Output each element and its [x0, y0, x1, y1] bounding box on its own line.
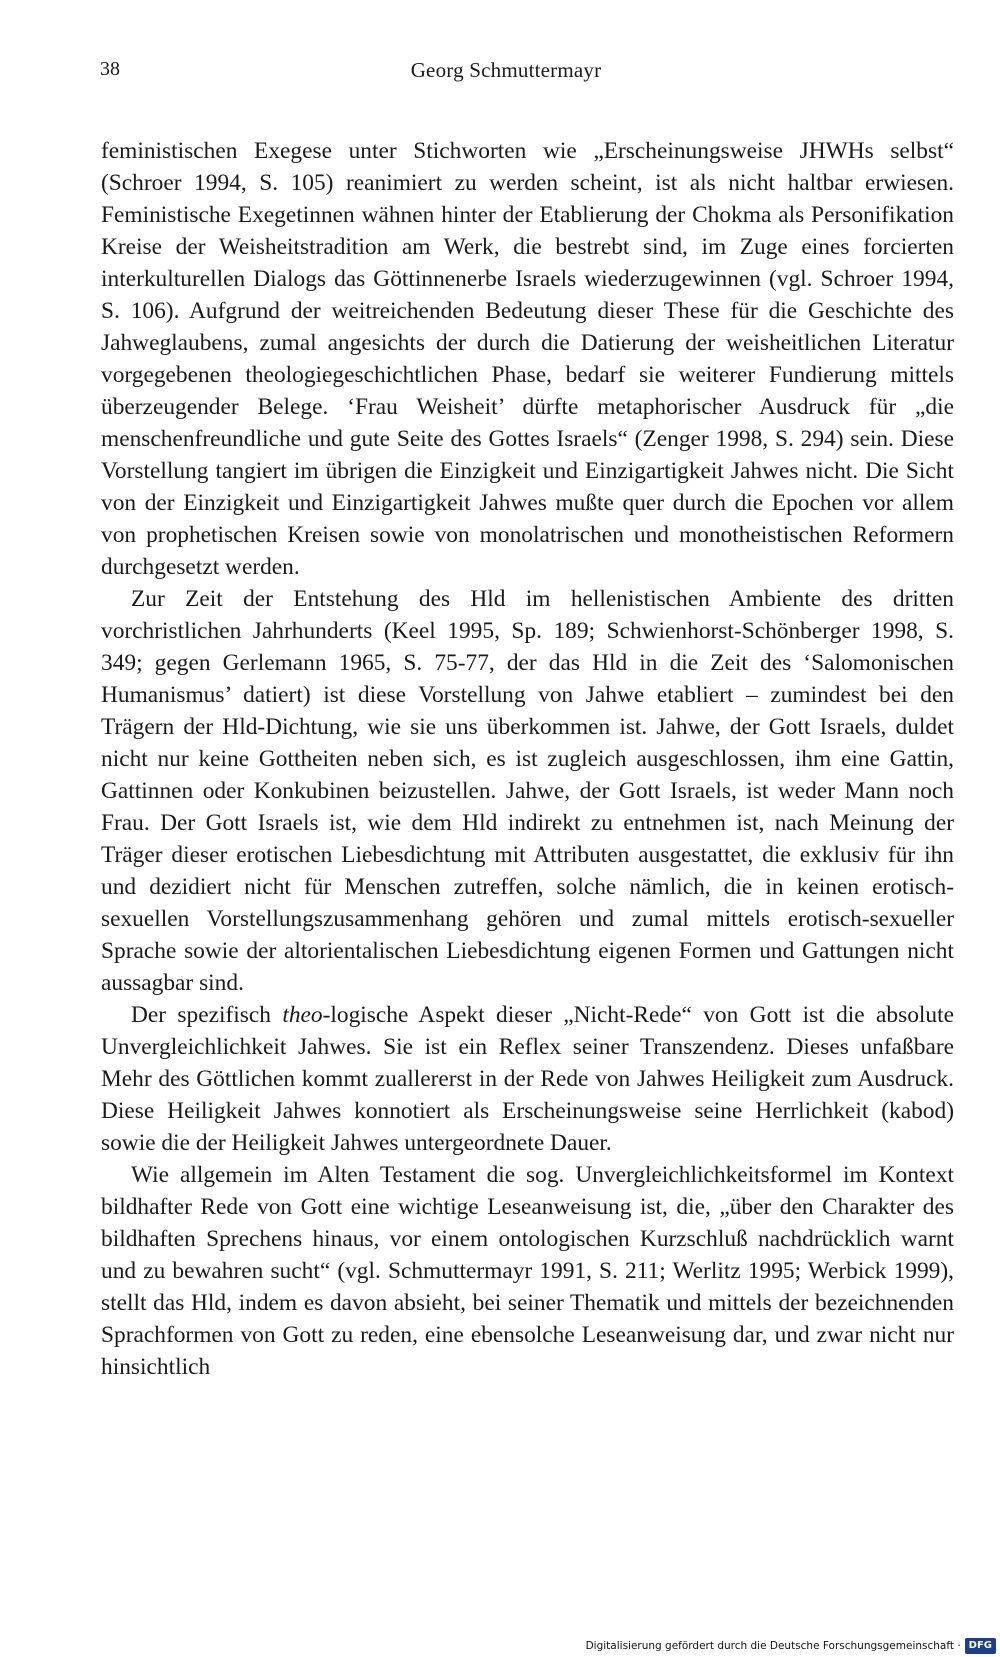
- paragraph: [101, 999, 954, 1159]
- italic-text: theo: [282, 1002, 323, 1028]
- paragraph: [101, 1159, 954, 1383]
- paragraph: [101, 583, 954, 999]
- dfg-logo: DFG: [965, 1638, 996, 1654]
- paragraph-text: feministischen Exegese unter Stichworten wie „Erscheinungsweise JHWHs selbst“ (Schroer 1994, S. 105) reanimiert zu werden scheint, ist als nicht haltbar erwiesen. Feministische Exegetinnen wähnen hinter der Etablierung der Chokma als Personifikation Kreise der Weisheitstradition am Werk, die bestrebt sind, im Zuge eines forcierten interkulturellen Dialogs das Göttinnenerbe Israels wiederzugewinnen (vgl. Schroer 1994, S. 106). Aufgrund der weitreichenden Bedeutung dieser These für die Geschichte des Jahweglaubens, zumal angesichts der durch die Datierung der weisheitlichen Literatur vorgegebenen theologiegeschichtlichen Phase, bedarf sie weiterer Fundierung mittels überzeugender Belege. ‘Frau Weisheit’ dürfte metaphorischer Ausdruck für „die menschenfreundliche und gute Seite des Gottes Israels“ (Zenger 1998, S. 294) sein. Diese Vorstellung tangiert im übrigen die Einzigkeit und Einzigartigkeit Jahwes nicht. Die Sicht von der Einzigkeit und Einzigartigkeit Jahwes mußte quer durch die Epochen vor allem von prophetischen Kreisen sowie von monolatrischen und monotheistischen Reformern durchgesetzt werden.: [101, 138, 954, 580]
- paragraph-text: -logische Aspekt dieser „Nicht-Rede“ von Gott ist die absolute Unvergleichlichkeit Jahwes. Sie ist ein Reflex seiner Transzendenz. Dieses unfaßbare Mehr des Göttlichen kommt zuallererst in der Rede von Jahwes Heiligkeit zum Ausdruck. Diese Heiligkeit Jahwes konnotiert als Erscheinungsweise seine Herrlichkeit (kabod) sowie die der Heiligkeit Jahwes untergeordnete Dauer.: [101, 1002, 954, 1156]
- paragraph-text: Der spezifisch: [131, 1002, 283, 1028]
- paragraph: [101, 135, 954, 583]
- page-footer: [586, 1637, 996, 1655]
- page-number: 38: [100, 58, 120, 80]
- page-header: [0, 58, 1000, 88]
- running-head: Georg Schmuttermayr: [410, 58, 602, 82]
- paragraph-text: Wie allgemein im Alten Testament die sog. Unvergleichlichkeitsformel im Kontext bildhafter Rede von Gott eine wichtige Leseanweisung ist, die, „über den Charakter des bildhaften Sprechens hinaus, vor einem ontologischen Kurzschluß nachdrücklich warnt und zu bewahren sucht“ (vgl. Schmuttermayr 1991, S. 211; Werlitz 1995; Werbick 1999), stellt das Hld, indem es davon absieht, bei seiner Thematik und mittels der bezeichnenden Sprachformen von Gott zu reden, eine ebensolche Leseanweisung dar, und zwar nicht nur hinsichtlich: [101, 1162, 954, 1380]
- body-text: [101, 135, 954, 1383]
- paragraph-text: Zur Zeit der Entstehung des Hld im hellenistischen Ambiente des dritten vorchristlichen Jahrhunderts (Keel 1995, Sp. 189; Schwienhorst-Schönberger 1998, S. 349; gegen Gerlemann 1965, S. 75-77, der das Hld in die Zeit des ‘Salomonischen Humanismus’ datiert) ist diese Vorstellung von Jahwe etabliert – zumindest bei den Trägern der Hld-Dichtung, wie sie uns überkommen ist. Jahwe, der Gott Israels, duldet nicht nur keine Gottheiten neben sich, es ist zugleich ausgeschlossen, ihm eine Gattin, Gattinnen oder Konkubinen beizustellen. Jahwe, der Gott Israels, ist weder Mann noch Frau. Der Gott Israels ist, wie dem Hld indirekt zu entnehmen ist, nach Meinung der Träger dieser erotischen Liebesdichtung mit Attributen ausgestattet, die exklusiv für ihn und dezidiert nicht für Menschen zutreffen, solche nämlich, die in keinen erotisch-sexuellen Vorstellungszusammenhang gehören und zumal mittels erotisch-sexueller Sprache sowie der altorientalischen Liebesdichtung eigenen Formen und Gattungen nicht aussagbar sind.: [101, 586, 954, 996]
- funding-notice: Digitalisierung gefördert durch die Deutsche Forschungsgemeinschaft ·: [585, 1640, 961, 1652]
